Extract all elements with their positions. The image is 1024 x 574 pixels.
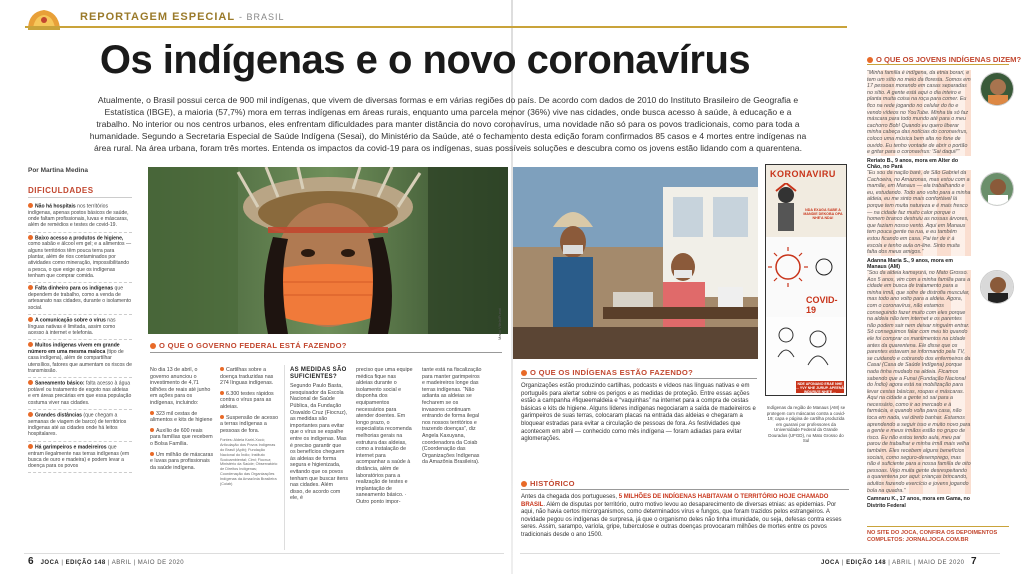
government-heading: O QUE O GOVERNO FEDERAL ESTÁ FAZENDO? <box>150 341 347 350</box>
section-rule <box>521 378 757 379</box>
history-highlight: 5 MILHÕES DE INDÍGENAS HABITAVAM O TERRITÓRIO HOJE CHAMADO BRASIL <box>521 494 829 508</box>
woman-with-mask-photo <box>148 167 508 334</box>
measure-bullet: 6.300 testes rápidos contra o vírus para as aldeias. <box>220 390 274 410</box>
section-rule <box>150 352 502 353</box>
booklet-image <box>765 164 847 396</box>
booklet-cover <box>766 165 846 237</box>
testimonial-author: Camnaru K., 17 anos, mora em Gama, no Distrito Federal <box>867 496 971 509</box>
booklet-covid-label: COVID-19 <box>806 295 838 315</box>
header-rule <box>25 26 847 28</box>
government-column-2 <box>220 367 280 486</box>
difficulties-list <box>28 201 132 473</box>
footer-rule <box>24 553 504 554</box>
difficulty-item: Grandes distâncias (que chegam a semanas de viagem de barco) de territórios indígenas até as cidades onde há leitos hospitalares. <box>28 410 132 442</box>
history-heading: HISTÓRICO <box>521 479 575 488</box>
difficulties-title: DIFICULDADES <box>28 186 132 198</box>
indigenous-heading: O QUE OS INDÍGENAS ESTÃO FAZENDO? <box>521 368 693 377</box>
section-name: REPORTAGEM ESPECIAL <box>80 11 235 23</box>
government-column-5: tante está na fiscalização para manter garimpeiros e madeireiros longe das terras indígenas. “Não adianta as aldeias se fecharem se os invasores continuam entrando de forma ilegal nos nossos territórios e trazendo doenças”, diz Angela Kaxuyana, coordenadora da Coiab (Coordenação das Organizações Indígenas da Amazônia Brasileira). <box>422 367 482 466</box>
article-title: Os indígenas e o novo coronavírus <box>99 38 751 82</box>
testimonials-rule <box>867 526 1009 527</box>
column-divider <box>284 365 285 550</box>
footer-left: 6 JOCA | EDIÇÃO 148 | ABRIL | MAIO DE 2020 <box>28 556 185 567</box>
section-subname: BRASIL <box>246 12 285 22</box>
measure-bullet: Auxílio de 600 reais para famílias que recebem o Bolsa Família. <box>150 427 213 447</box>
history-body: Antes da chegada dos portugueses, 5 MILHÕES DE INDÍGENAS HABITAVAM O TERRITÓRIO HOJE CHAMADO BRASIL. Além de disputas por território, outro motivo levou ao desaparecimento de diversas etnias: as epidemias. Por aqui, não havia certos microrganismos, como determinados vírus e fungos, que foram trazidos pelos estrangeiros. A novidade pegou os indígenas de surpresa, já que o organismo deles não tinha imunidade, ou seja, defesas contra esses seres. Assim, sarampo, varíola, gripe, tuberculose e outras doenças provocaram milhões de mortes entre os povos tradicionais desde o ano 1500. <box>521 494 842 538</box>
difficulty-item: Muitos indígenas vivem em grande número em uma mesma maloca (tipo de casa indígena), além de compartilhar utensílios, fatores que aumentam os riscos de transmissão. <box>28 340 132 378</box>
difficulty-item: Há garimpeiros e madeireiros que entram ilegalmente nas terras indígenas (em busca de ouro e madeira) e podem levar a doença para os povos <box>28 442 132 474</box>
testimonial-text: “Eu sou da nação baré, de São Gabriel da Cachoeira, no Amazonas, mas estou com a mamãe, em Manaus — ela trabalhando e eu, estudando. Todo ano volto para a minha aldeia, eu me sinto mais confortável lá porque tem muita natureza e é mais fresco — na cidade faz muito calor porque o homem branco destruiu as nossas árvores, que faziam nosso vento. Aqui em Manaus tem pouca gente na rua, e eu também estou ficando em casa. Pai ter de ir à escola e tenho aula on-line. Sinto muita falta dos meus amigos.” <box>867 170 971 256</box>
children-sketch-icon <box>766 317 846 377</box>
testimonial-2 <box>867 170 971 271</box>
bullet-dot-icon <box>28 235 33 240</box>
booklet-message-top: NDA EXAGA SABE A MANDIE DEKOBA OPA NHE'A NDA! <box>803 208 843 221</box>
bullet-dot-icon <box>28 317 33 322</box>
testimonial-text: “Sou da aldeia kamayurá, no Mato Grosso. Aos 5 anos, vim com a minha família para a cidade em busca de tratamento para a minha irmã, que sofre de distrofia muscular, mas todo ano volto para a aldeia. Agora, com o coronavírus, não estamos conseguindo fazer muito com eles porque na aldeia não tem internet e os parentes não podem sair nem deixar ninguém entrar. Só conseguimos falar com meu tio quando ele foi comprar os mantimentos na cidade antes da quarentena. Ele disse que os parentes estavam se informando pela TV, se cuidando e cobrando dos enfermeiros da Casai (Casa de Saúde Indígena) porque nada tinha mudado na aldeia. Ficamos sabendo que a Funai (Fundação Nacional do Índio) agora está na mobilização para levar cestas básicas, roupas e máscaras. Aqui na cidade a gente só sai para a necessário, como ir ao mercado e à farmácia, e quando volta para casa, não toca em nada, vai direto banhar. Estamos aprendendo a seguir isso e muito novo para a gente e meus irmãos estão no grupo de risco. Eu não estou tendo aula, meu pai parou de trabalhar e minha irmã mais velha também. Eles recebem alguns benefícios sociais, como seguro-desemprego, mas não é suficiente para a nossa família de oito pessoas. Vejo muita gente desrespeitando a quarentena por aqui: crianças brincando, adultos fazendo exercício e jovens jogando bola na quadra.” <box>867 270 971 494</box>
bullet-dot-icon <box>28 412 33 417</box>
indigenous-figure-icon <box>770 183 802 233</box>
bullet-dot-icon <box>867 57 873 63</box>
main-photo <box>148 167 508 334</box>
section-label: REPORTAGEM ESPECIAL - BRASIL <box>80 11 285 23</box>
section-rule <box>521 489 849 490</box>
photo-credit: Mario Vilela/Funai <box>497 308 502 340</box>
avatar <box>980 72 1014 106</box>
footer-right: JOCA | EDIÇÃO 148 | ABRIL | MAIO DE 2020 7 <box>821 556 978 567</box>
bullet-dot-icon <box>150 452 154 456</box>
booklet-caption: Indígenas da região de Manaus (AM) se protegem com máscaras contra a covid-19; capa e página de cartilha produzida em guarani por professores da Universidade Federal da Grande Dourados (UFGD), no Mato Grosso do Sul <box>766 405 846 443</box>
bullet-dot-icon <box>28 285 33 290</box>
difficulties-box <box>28 186 132 473</box>
indigenous-body: Organizações estão produzindo cartilhas, podcasts e vídeos nas línguas nativas e em português para alertar sobre os perigos e as medidas de proteção. Entre essas ações estão a campanha #fiqueemaldeia e “vaquinhas” na internet para a compra de cestas básicas e kits de higiene. Alguns líderes indígenas negociaram a saída de madeireiros e garimpeiros de suas terras, colocaram placas na entrada das aldeias e chegaram a bloquear estradas para evitar a circulação de pessoas de fora. As festividades que acontecem em abril — conhecido como mês indígena — foram adiadas para evitar aglomerações. <box>521 383 756 443</box>
page-number-right: 7 <box>971 556 978 567</box>
testimonials-heading: O QUE OS JOVENS INDÍGENAS DIZEM? <box>867 55 1021 64</box>
bullet-dot-icon <box>220 367 224 371</box>
footer-rule <box>520 553 1000 554</box>
byline: Por Martina Medina <box>28 167 88 174</box>
testimonial-author: Reriato B., 9 anos, mora em Alter do Chão, no Pará <box>867 157 959 171</box>
government-column-3 <box>290 367 348 502</box>
difficulty-item: Baixo acesso a produtos de higiene, como sabão e álcool em gel; e a alimentos — alguns territórios têm pouca terra para plantar, além de rios contaminados por atividades como mineração, impossibilitando a pesca, o que exige que os indígenas tenham que comprar comida. <box>28 233 132 284</box>
government-column-4: preciso que uma equipe médica fique nas aldeias durante o isolamento social e disponha dos equipamentos necessários para atender doentes. Em longo prazo, o especialista recomenda melhorias gerais na estrutura das aldeias, como a instalação de internet para acompanhar a saúde à distância, além de laboratórios para a realização de testes e implantação de saneamento básico. · Outro ponto impor- <box>356 367 413 505</box>
testimonials-rule <box>867 64 1009 65</box>
testimonial-3 <box>867 270 971 509</box>
difficulty-item: Saneamento básico: falta acesso à água potável ou tratamento de esgoto nas aldeias e em áreas precárias em que essa população costuma viver nas cidades. <box>28 378 132 410</box>
difficulty-item: Não há hospitais nos territórios indígenas, apenas postos básicos de saúde, onde faltam profissionais, luvas e máscaras, além de remédios e testes de covid-19. <box>28 201 132 233</box>
bullet-dot-icon <box>150 411 154 415</box>
measure-bullet: Cartilhas sobre a doença traduzidas nas 274 línguas indígenas. <box>220 367 274 387</box>
measure-intro: No dia 13 de abril, o governo anunciou o investimento de 4,71 bilhões de reais até junho em ações para os indígenas, incluindo: <box>150 367 211 406</box>
avatar <box>980 270 1014 304</box>
booklet-title: KORONAVIRU <box>770 169 836 179</box>
people-with-masks-photo <box>513 167 758 359</box>
bullet-dot-icon <box>28 380 33 385</box>
testimonial-1 <box>867 70 971 171</box>
article-intro: Atualmente, o Brasil possui cerca de 900 mil indígenas, que vivem de diversas formas e em várias regiões do país. De acordo com dados de 2010 do Instituto Brasileiro de Geografia e Estatística (IBGE), a maioria (57,7%) mora em terras indígenas em áreas rurais, enquanto uma parcela menor (36%) vive nas cidades, onde busca acesso à saúde, à educação e a trabalho. No interior ou nos centros urbanos, eles enfrentam dificuldades para manter distância do novo coronavírus, uma novidade não só para os povos tradicionais, como para toda a humanidade. Segundo a Secretaria Especial de Saúde Indígena (Sesai), do Ministério da Saúde, até o fechamento desta edição foram confirmados 85 casos e 4 mortes entre indígenas na área rural. Na área urbana, foram três mortes. Entenda os impactos da covid-19 para os indígenas, suas possíveis soluções e descubra como os jovens estão lidando com a quarentena. <box>89 95 807 153</box>
bullet-dot-icon <box>220 415 224 419</box>
bullet-dot-icon <box>150 343 156 349</box>
sources-note: Fontes: Aldeia Kariri-Xocó; Articulação dos Povos Indígenas do Brasil (Apib); Fundação Nacional do Índio; Instituto Socioambiental; Cimi; Fiocruz; Ministério da Saúde; Observatório de Direitos Indígenas; Coordenação das Organizações Indígenas da Amazônia Brasileira (Coiab) <box>220 438 278 486</box>
difficulty-item: Falta dinheiro para os indígenas que dependem de trabalho, como a venda de artesanato nas cidades, durante o isolamento social. <box>28 283 132 315</box>
bullet-dot-icon <box>521 370 527 376</box>
page-number-left: 6 <box>28 556 35 567</box>
measure-bullet: 323 mil cestas de alimentos e kits de higiene <box>150 410 213 424</box>
bullet-dot-icon <box>28 342 33 347</box>
joca-logo-icon <box>25 6 63 32</box>
bullet-dot-icon <box>28 203 33 208</box>
measure-bullet: Suspensão de acesso a terras indígenas a pessoas de fora. <box>220 414 279 434</box>
difficulty-item: A comunicação sobre o vírus nas línguas nativas é limitada, assim como acesso à internet e telefonia. <box>28 315 132 340</box>
bullet-dot-icon <box>28 444 33 449</box>
booklet-message-bottom: NDE AFONANO ERAE NHE ... YVY NHE JURUP. APEENÃ INDURU'E NHE'E ... <box>796 382 844 394</box>
bullet-dot-icon <box>521 481 527 487</box>
measure-bullet: Um milhão de máscaras e luvas para profissionais da saúde indígena. <box>150 451 214 471</box>
measures-subheading: AS MEDIDAS SÃO SUFICIENTES? <box>290 367 347 380</box>
site-callout: NO SITE DO JOCA, CONFIRA OS DEPOIMENTOS COMPLETOS: JORNALJOCA.COM.BR <box>867 530 998 543</box>
bullet-dot-icon <box>150 428 154 432</box>
testimonial-author: Adanna Maria S., 9 anos, mora em Manaus (AM) <box>867 257 953 271</box>
government-column-1 <box>150 367 214 475</box>
testimonial-text: “Minha família é indígena, da etnia borari, e tem um sítio no meio da floresta. Somos em 17 pessoas morando em casas separadas no sítio. A gente está aqui o dia inteiro e planta muita coisa na roça para comer. Eu fico na rede jogando no celular do tio e vendo vídeos no YouTube. Minha tia só faz máscara para todo mundo até para o meu cachorro Bob! Quando eu quero liberar minha cabeça das notícias do coronavírus, coloco uma música bem alta no fone de ouvido. Eu tenho vontade de abrir o portão e gritar para o coronavírus: 'Sai daqui!'” <box>867 70 971 156</box>
measures-text: Segundo Paulo Basta, pesquisador da Escola Nacional de Saúde Pública, da Fundação Oswaldo Cruz (Fiocruz), as medidas são importantes para evitar que o vírus se espalhe entre os indígenas. Mas é preciso garantir que os benefícios cheguem às aldeias de forma segura e higienizada, evitando que os povos tenham que buscar itens nas cidades. Além disso, de acordo com ele, é <box>290 383 349 502</box>
avatar <box>980 172 1014 206</box>
bullet-dot-icon <box>220 391 224 395</box>
secondary-photo <box>513 167 758 359</box>
